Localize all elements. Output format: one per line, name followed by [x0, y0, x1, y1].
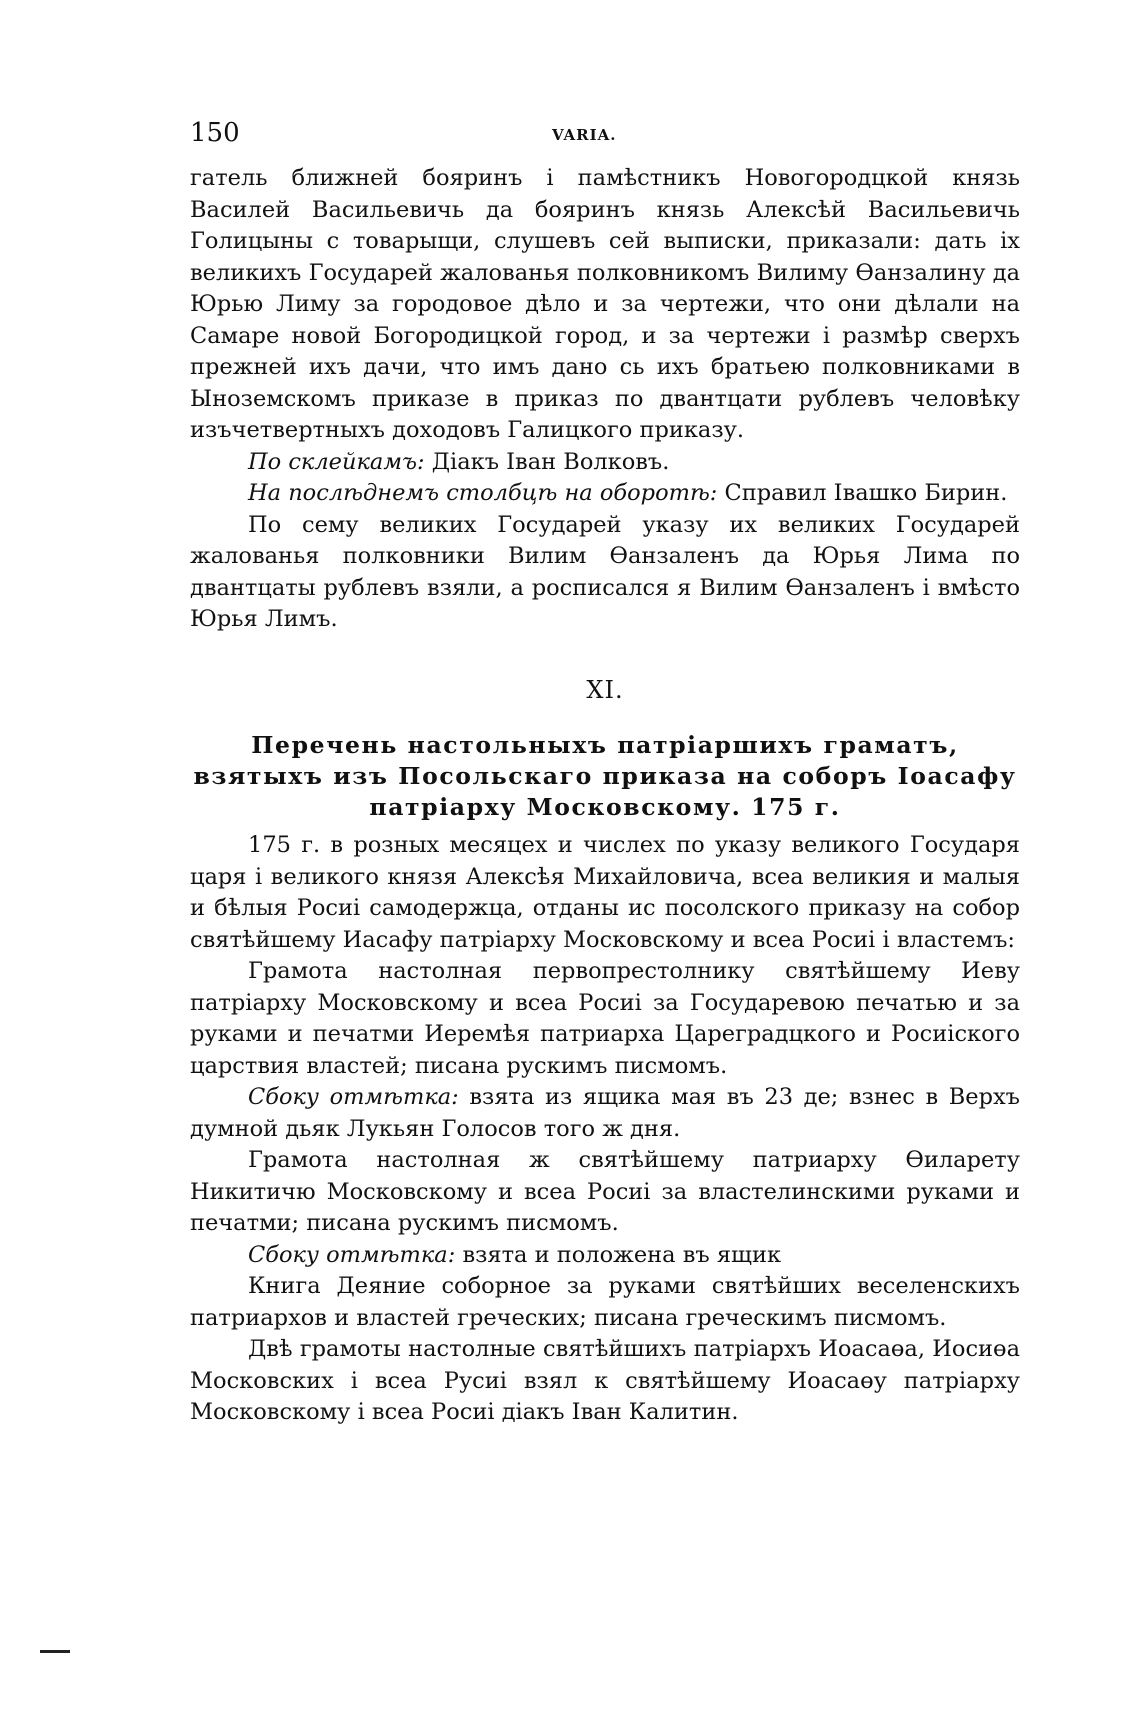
- paragraph-note: [190, 447, 1020, 479]
- note-text: Діакъ Іван Волковъ.: [424, 448, 670, 475]
- paragraph: Грамота настолная первопрестолнику святѣйшему Иеву патріарху Московскому и всеа Росиі за Государевою печатью и за руками и печатми Иеремѣя патриарха Цареградцкого и Росиіского царствия властей; писана рускимъ писмомъ.: [190, 958, 1020, 1079]
- paragraph: По сему великих Государей указу их великих Государей жалованья полковники Вилим Өанзаленъ да Юрья Лима по двантцаты рублевъ взяли, а росписался я Вилим Өанзаленъ і вмѣсто Юрья Лимъ.: [190, 511, 1020, 632]
- paragraph-note: [190, 1082, 1020, 1145]
- note-text: взята и положена въ ящик: [455, 1241, 782, 1268]
- paragraph-note: [190, 1240, 1020, 1272]
- paragraph-note: [190, 478, 1020, 510]
- note-text: взята из ящика мая въ 23 де; взнес в Верхъ думной дьяк Лукьян Голосов того ж дня.: [190, 1084, 1021, 1142]
- section-title: Перечень настольныхъ патріаршихъ граматъ, взятыхъ изъ Посольскаго приказа на соборъ Іоасафу патріарху Московскому. 175 г.: [193, 731, 1017, 821]
- note-text: Справил Івашко Бирин.: [717, 480, 1008, 506]
- paragraph: гатель ближней бояринъ і памѣстникъ Новогородцкой князь Василей Васильевичь да бояринъ князь Алексѣй Васильевичь Голицыны с товарыщи, слушевъ сей выписки, приказали: дать іх великихъ Государей жалованья полковникомъ Вилиму Өанзалину да Юрью Лиму за городовое дѣло и за чертежи, что они дѣлали на Самаре новой Богородицкой город, и за чертежи і размѣр сверхъ прежней ихъ дачи, что имъ дано сь ихъ братьею полковниками в Ыноземскомъ приказе в приказ по двантцати рублевъ человѣку изъчетвертныхъ доходовъ Галицкого приказу.: [190, 165, 1020, 443]
- paragraph: Книга Деяние соборное за руками святѣйших веселенскихъ патриархов и властей греческих; писана греческимъ писмомъ.: [190, 1273, 1020, 1331]
- page-header: [190, 118, 1020, 158]
- paragraph: Двѣ грамоты настолные святѣйшихъ патріархъ Иоасаөа, Иосиөа Московских і всеа Русиі взял к святѣйшему Иоасаөу патріарху Московскому і всеа Росиі діакъ Іван Калитин.: [190, 1336, 1020, 1425]
- document-text-block-1: [190, 163, 1020, 636]
- note-label: По склейкамъ:: [248, 448, 425, 475]
- paragraph: 175 г. в розных месяцех и числех по указу великого Государя царя і великого князя Алексѣя Михайловича, всеа великия и малыя и бѣлыя Росиі самодержца, отданы ис посолского приказу на собор святѣйшему Иасафу патріарху Московскому и всеа Росиі і властемъ:: [190, 832, 1020, 953]
- paragraph: Грамота настолная ж святѣйшему патриарху Өиларету Никитичю Московскому и всеа Росиі за властелинскими руками и печатми; писана рускимъ писмомъ.: [190, 1147, 1020, 1236]
- note-label: Сбоку отмѣтка:: [248, 1241, 456, 1268]
- running-head: VARIA.: [552, 126, 617, 144]
- document-text-block-2: [190, 830, 1020, 1429]
- page-number: 150: [190, 118, 240, 148]
- note-label: На послѣднемъ столбцѣ на оборотѣ:: [248, 480, 718, 506]
- margin-mark: [40, 1650, 70, 1653]
- section-number: XI.: [586, 676, 624, 704]
- note-label: Сбоку отмѣтка:: [248, 1084, 459, 1110]
